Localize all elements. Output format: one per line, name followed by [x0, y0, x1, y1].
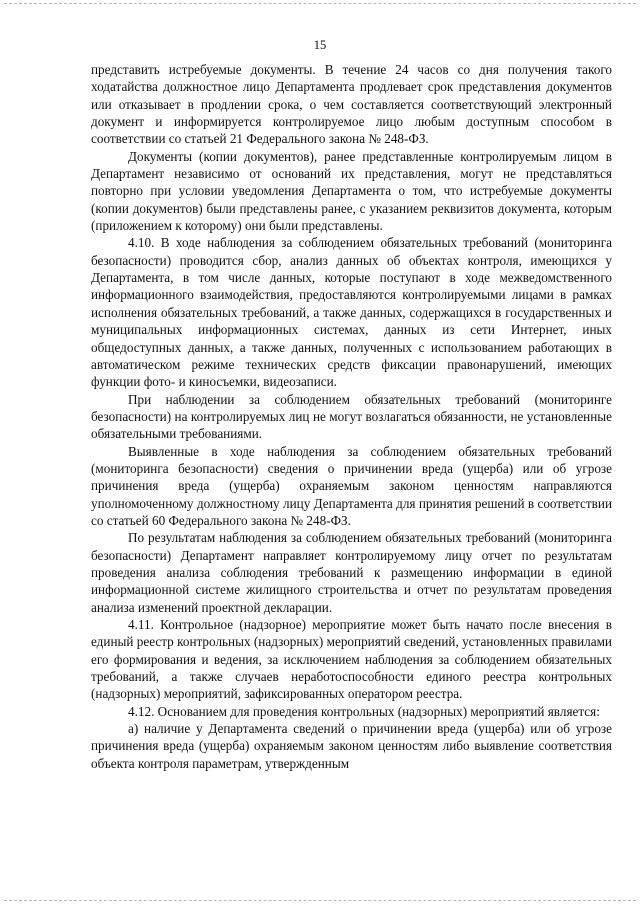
paragraph-monitoring-results: По результатам наблюдения за соблюдением обязательных требований (мониторинга безопасности) Департамент направляет контролируемому лицу отчет по результатам проведения анализа соблюдения требований к размещению информации в единой информационной системе жилищного строительства и отчет по результатам проведения анализа изменений проектной декларации. — [91, 530, 612, 615]
paragraph-documents-copies: Документы (копии документов), ранее представленные контролируемым лицом в Департамент независимо от оснований их представления, могут не представляться повторно при условии уведомления Департамента о том, что истребуемые документы (копии документов) были представлены ранее, с указанием реквизитов документа, которым (приложением к которому) они были представлены. — [91, 148, 612, 234]
scan-edge-bottom — [4, 900, 636, 901]
paragraph-identified-information: Выявленные в ходе наблюдения за соблюдением обязательных требований (мониторинга безопасности) сведения о причинении вреда (ущерба) или об угрозе причинения вреда (ущерба) охраняемым законом ценностям направляются уполномоченному должностному лицу Департамента для принятия решений в соответствии со статьей 60 Федерального закона № 248-ФЗ. — [91, 443, 612, 528]
paragraph-continuation: представить истребуемые документы. В течение 24 часов со дня получения такого ходатайства должностное лицо Департамента продлевает срок представления документов или отказывает в продлении срока, о чем составляется соответствующий электронный документ и информируется контролируемое лицо любым доступным способом в соответствии со статьей 21 Федерального закона № 248-ФЗ. — [91, 62, 612, 147]
paragraph-4-12: 4.12. Основанием для проведения контрольных (надзорных) мероприятий является: — [128, 703, 600, 719]
scan-edge-top — [4, 3, 636, 4]
page-number: 15 — [313, 38, 327, 52]
paragraph-4-11: 4.11. Контрольное (надзорное) мероприятие может быть начато после внесения в единый реестр контрольных (надзорных) мероприятий сведений, установленных правилами его формирования и ведения, за исключением наблюдения за соблюдением обязательных требований, а также случаев неработоспособности единого реестра контрольных (надзорных) мероприятий, зафиксированных оператором реестра. — [91, 617, 612, 702]
paragraph-obligations: При наблюдении за соблюдением обязательных требований (мониторинге безопасности) на контролируемых лиц не могут возлагаться обязанности, не установленные обязательными требованиями. — [91, 391, 612, 442]
paragraph-4-10: 4.10. В ходе наблюдения за соблюдением обязательных требований (мониторинга безопасности) проводится сбор, анализ данных об объектах контроля, имеющихся у Департамента, в том числе данных, которые поступают в ходе межведомственного информационного взаимодействия, предоставляются контролируемыми лицами в рамках исполнения обязательных требований, а также данных, содержащихся в государственных и муниципальных информационных системах, данных из сети Интернет, иных общедоступных данных, а также данных, полученных с использованием работающих в автоматическом режиме технических средств фиксации правонарушений, имеющих функции фото- и киносъемки, видеозаписи. — [91, 235, 612, 390]
document-body — [91, 61, 612, 772]
paragraph-4-12-a: а) наличие у Департамента сведений о причинении вреда (ущерба) или об угрозе причинения вреда (ущерба) охраняемым законом ценностям либо выявление соответствия объекта контроля параметрам, утвержденным — [91, 721, 612, 771]
